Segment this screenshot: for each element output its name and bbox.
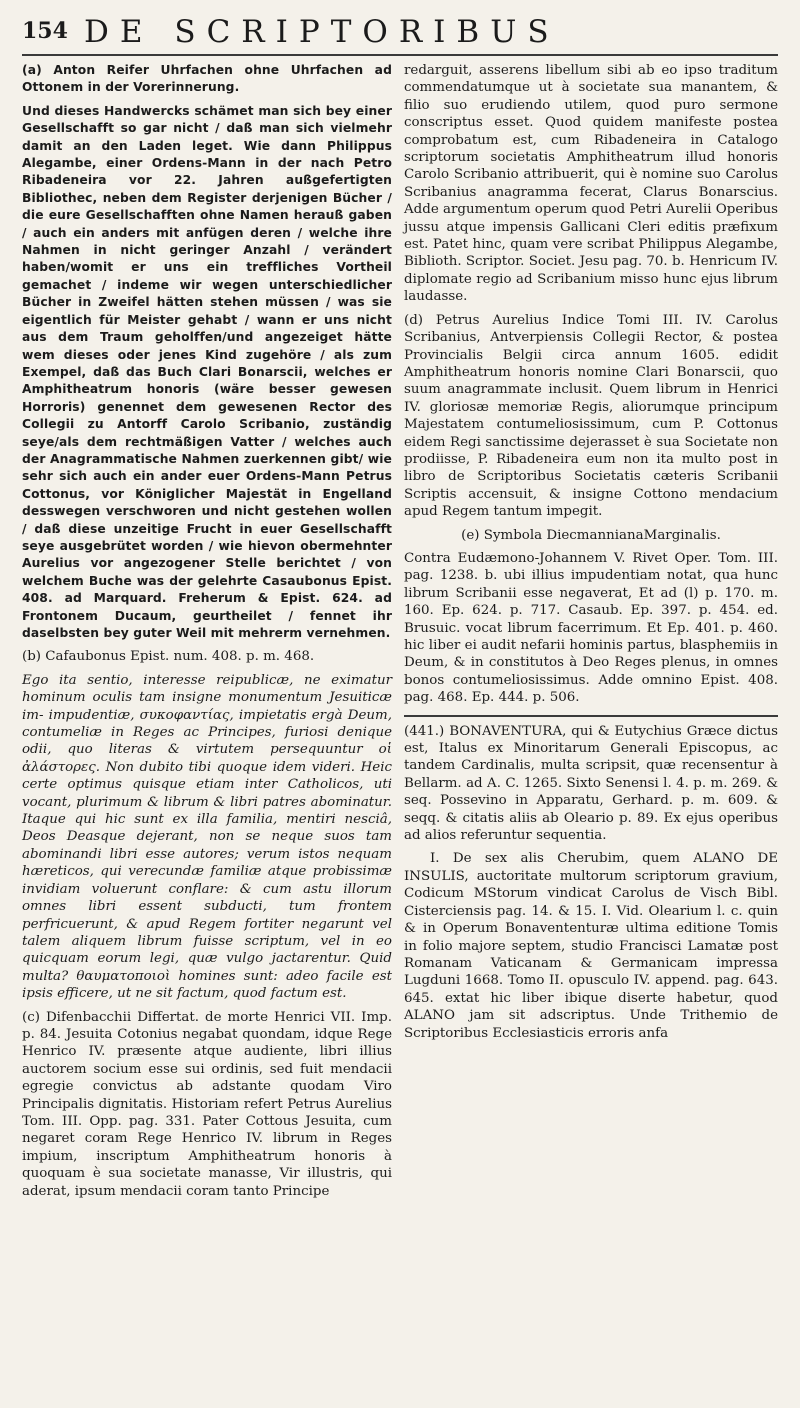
footnote-a-head: (a) Anton Reifer Uhrfachen ohne Uhrfachen ad Ottonem in der Vorerinnerung.	[22, 63, 392, 95]
entry-441: (441.) BONAVENTURA, qui & Eutychius Græce dictus est, Italus ex Minoritarum Generali Episcopus, ac tandem Cardinalis, multa scripsit, quæ recensentur à Bellarm. ad A. C. 1265. Sixto Senensi l. 4. p. m. 269. & seq. Possevino in Apparatu, Gerhard. p. m. 609. & seqq. & citatis aliis ab Oleario p. 89. Ex ejus operibus ad alios referuntur sequentia.	[404, 723, 778, 844]
footnote-b-head: (b) Cafaubonus Epist. num. 408. p. m. 468.	[22, 649, 315, 665]
left-column	[22, 62, 392, 1206]
page-number: 154	[22, 18, 68, 44]
footnote-b-quote: Ego ita sentio, interesse reipublicæ, ne eximatur hominum oculis tam insigne monumentum Jesuiticæ im- impudentiæ, συκοφαντίας, impietatis ergà Deum, contumeliæ in Reges ac Principes, furiosi denique odii, quo literas & virtutem persequuntur οἱ ἀλάστορες. Non dubito tibi quoque idem videri. Heic certe optimus quisque etiam inter Catholicos, uti vocant, plurimum & librum & libri patres abominatur. Itaque qui hic sunt ex illa familia, mentiri nesciâ, Deos Deasque dejerant, non se neque suos tam abominandi libri esse autores; verum istos nequam hæreticos, qui verecundæ familiæ atque probissimæ invidiam voluerunt conflare: & cum astu illorum omnes libri essent subducti, tum frontem perfricuerunt, & apud Regem fortiter negarunt vel talem aliquem librum fuisse scriptum, vel in eo quicquam eorum legi, quæ vulgo jactarentur. Quid multa? θαυματοποιοὶ homines sunt: adeo facile est ipsis efficere, ut ne sit factum, quod factum est.	[22, 672, 392, 1002]
right-column	[404, 62, 778, 1048]
footnote-d: (d) Petrus Aurelius Indice Tomi III. IV. Carolus Scribanius, Antverpiensis Collegii Rector, & postea Provincialis Belgii circa annum 1605. edidit Amphitheatrum honoris nomine Clari Bonarscii, quo suum anagrammate inclusit. Quem librum in Henrici IV. gloriosæ memoriæ Regis, aliorumque principum Majestatem contumeliosissimum, cum P. Cottonus eidem Regi sanctissime dejerasset è sua Societate non prodiisse, P. Ribadeneira eum non ita multo post in libro de Scriptoribus Societatis cæteris Scribanii Scriptis accensuit, & insigne Cottono mendacium apud Regem tantum impegit.	[404, 312, 778, 520]
footnote-a-body: Und dieses Handwercks schämet man sich bey einer Gesellschafft so gar nicht / daß man sich vielmehr damit an den Laden leget. Wie dann Philippus Alegambe, einer Ordens-Mann in der nach Petro Ribadeneira vor 22. Jahren außgefertigten Bibliothec, neben dem Register derjenigen Bücher / die eure Gesellschafften ohne Namen herauß gaben / auch ein anders mit anfügen deren / welche ihre Nahmen in nicht geringer Anzahl / verändert haben/womit er uns ein treffliches Vortheil gemachet / indeme wir wegen unterschiedlicher Bücher in Zweifel hätten stehen müssen / was sie eigentlich für Meister gehabt / wann er uns nicht aus dem Traum geholffen/und angezeiget hätte wem dieses oder jenes Kind zugehöre / als zum Exempel, daß das Buch Clari Bonarscii, welches er Amphitheatrum honoris (wäre besser gewesen Horroris) genennet dem gewesenen Rector des Collegii zu Antorff Carolo Scribanio, zuständig seye/als dem rechtmäßigen Vatter / welches auch der Anagrammatische Nahmen zuerkennen gibt/ wie sehr sich auch ein ander euer Ordens-Mann Petrus Cottonus, vor Königlicher Majestät in Engelland desswegen verschworen und nicht gestehen wollen / daß diese unzeitige Frucht in euer Gesellschafft seye ausgebrütet worden / wie hievon obermehnter Aurelius vor angezogener Stelle berichtet / von welchem Buche was der gelehrte Casaubonus Epist. 408. ad Marquard. Freherum & Epist. 624. ad Frontonem Ducaum, geurtheilet / fennet ihr daselbsten bey guter Weil mit mehrerm vernehmen.	[22, 103, 392, 640]
page-header	[22, 14, 778, 54]
footnote-c-cont: redarguit, asserens libellum sibi ab eo ipso traditum commendatumque ut à societate sua manantem, & filio suo erudiendo utilem, quod puro sermone conscriptus esset. Quod quidem manifeste postea comprobatum est, cum Ribadeneira in Catalogo scriptorum societatis Amphitheatrum illud honoris Carolo Scribanio attribuerit, qui è nomine suo Carolus Scribanius anagramma fecerat, Clarus Bonarscius. Adde argumentum operum quod Petri Aurelii Operibus jussu atque impensis Gallicani Cleri editis præfixum est. Patet hinc, quam vere scribat Philippus Alegambe, Biblioth. Scriptor. Societ. Jesu pag. 70. b. Henricum IV. diplomate regio ad Scribanium misso hunc ejus librum laudasse.	[404, 63, 779, 305]
section-divider	[404, 715, 778, 717]
footnote-c: (c) Difenbacchii Differtat. de morte Henrici VII. Imp. p. 84. Jesuita Cotonius negabat quondam, idque Rege Henrico IV. præsente atque audiente, libri illius auctorem socium esse sui ordinis, sed fuit mendacii egregie convictus ab adstante quodam Viro Principalis dignitatis. Historiam refert Petrus Aurelius Tom. III. Opp. pag. 331. Pater Cottous Jesuita, cum negaret coram Rege Henrico IV. librum in Reges impium, inscriptum Amphitheatrum honoris à quoquam è sua societate manasse, Vir illustris, qui aderat, ipsum mendacii coram tanto Principe	[22, 1009, 392, 1199]
footnote-e-heading: (e) Symbola DiecmannianaMarginalis.	[461, 527, 721, 543]
entry-441-item-1: I. De sex alis Cherubim, quem ALANO DE INSULIS, auctoritate multorum scriptorum gravium, Codicum MStorum vindicat Carolus de Visch Bibl. Cisterciensis pag. 14. & 15. I. Vid. Olearium l. c. quin & in Operum Bonavententuræ ultima editione Tomis in folio majore septem, studio Francisci Lamatæ post Romanam Vaticanam & Germanicam impressa Lugduni 1668. Tomo II. opusculo IV. append. pag. 643. 645. extat hic liber ibique diserte habetur, quod ALANO jam sit adscriptus. Unde Trithemio de Scriptoribus Ecclesiasticis erroris anfa	[404, 851, 778, 1041]
footnote-e-body: Contra Eudæmono-Johannem V. Rivet Oper. Tom. III. pag. 1238. b. ubi illius impudentiam notat, qua hunc librum Scribanii esse negaverat, Et ad (l) p. 170. m. 160. Ep. 624. p. 717. Casaub. Ep. 397. p. 454. ed. Brusuic. vocat librum facerrimum. Et Ep. 401. p. 460. hic liber ei audit nefarii hominis partus, blasphemiis in Deum, & in constitutos à Deo Reges plenus, in omnes bonos contumeliosissimus. Adde omnino Epist. 408. pag. 468. Ep. 444. p. 506.	[404, 550, 778, 706]
running-title: DE SCRIPTORIBUS	[84, 14, 560, 50]
header-rule	[22, 54, 778, 56]
